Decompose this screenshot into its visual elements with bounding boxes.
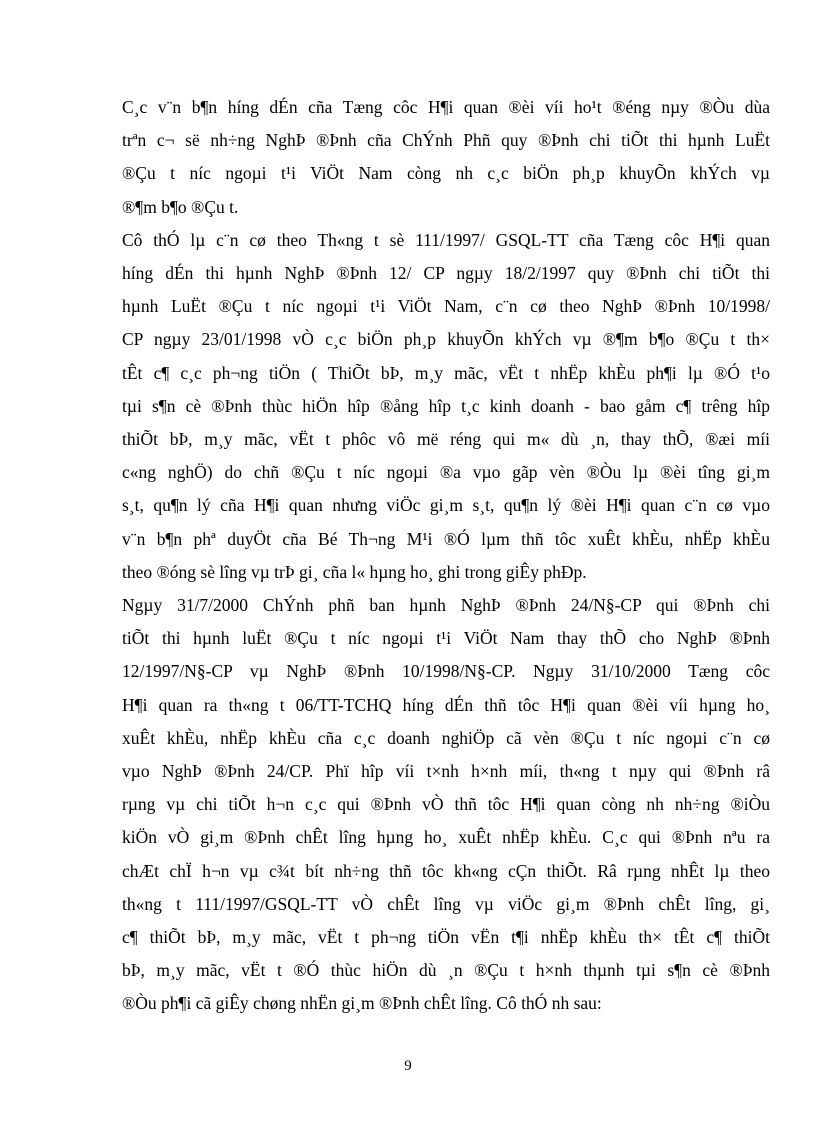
paragraph-1 — [122, 91, 770, 224]
text-line: c¶ thiÕt bÞ, m¸y mãc, vËt t ph¬ng tiÖn vËn t¶i nhËp khÈu th× tÊt c¶ thiÕt — [122, 927, 770, 948]
text-line: ®Òu ph¶i cã giÊy chøng nhËn gi¸m ®Þnh chÊt lîng. Cô thÓ nh sau: — [122, 993, 602, 1014]
text-line: vµo NghÞ ®Þnh 24/CP. Phï hîp víi t×nh h×nh míi, th«ng t nµy qui ®Þnh râ — [122, 761, 770, 782]
text-line: Cô thÓ lµ c¨n cø theo Th«ng t sè 111/1997/ GSQL-TT cña Tæng côc H¶i quan — [122, 229, 770, 250]
text-line: tiÕt thi hµnh luËt ®Çu t níc ngoµi t¹i ViÖt Nam thay thÕ cho NghÞ ®Þnh — [122, 628, 770, 649]
text-line: ®Çu t níc ngoµi t¹i ViÖt Nam còng nh c¸c biÖn ph¸p khuyÕn khÝch vµ — [122, 163, 770, 184]
text-line: theo ®óng sè lîng vµ trÞ gi¸ cña l« hµng ho¸ ghi trong giÊy phÐp. — [122, 561, 587, 582]
text-line: v¨n b¶n phª duyÖt cña Bé Th¬ng M¹i ®Ó lµm thñ tôc xuÊt khÈu, nhËp khÈu — [122, 528, 770, 549]
text-line: hµnh LuËt ®Çu t níc ngoµi t¹i ViÖt Nam, c¨n cø theo NghÞ ®Þnh 10/1998/ — [122, 296, 770, 317]
text-line: Ngµy 31/7/2000 ChÝnh phñ ban hµnh NghÞ ®Þnh 24/N§-CP qui ®Þnh chi — [122, 595, 770, 616]
text-line: chÆt chÏ h¬n vµ c¾t bít nh÷ng thñ tôc kh«ng cÇn thiÕt. Râ rµng nhÊt lµ theo — [122, 860, 770, 881]
text-line: s¸t, qu¶n lý cña H¶i quan nhưng viÖc gi¸m s¸t, qu¶n lý ®èi H¶i quan c¨n cø vµo — [122, 495, 770, 516]
text-line: kiÖn vÒ gi¸m ®Þnh chÊt lîng hµng ho¸ xuÊt nhËp khÈu. C¸c qui ®Þnh nªu ra — [122, 827, 770, 848]
text-line: rµng vµ chi tiÕt h¬n c¸c qui ®Þnh vÒ thñ tôc H¶i quan còng nh nh÷ng ®iÒu — [122, 794, 770, 815]
text-line: th«ng t 111/1997/GSQL-TT vÒ chÊt lîng vµ viÖc gi¸m ®Þnh chÊt lîng, gi¸ — [122, 893, 770, 914]
text-line: bÞ, m¸y mãc, vËt t ®Ó thùc hiÖn dù ¸n ®Çu t h×nh thµnh tµi s¶n cè ®Þnh — [122, 960, 770, 981]
text-line: tÊt c¶ c¸c ph¬ng tiÖn ( ThiÕt bÞ, m¸y mãc, vËt t nhËp khÈu ph¶i lµ ®Ó t¹o — [122, 362, 770, 383]
text-line: trªn c¬ së nh÷ng NghÞ ®Þnh cña ChÝnh Phñ quy ®Þnh chi tiÕt thi hµnh LuËt — [122, 130, 770, 151]
page-number: 9 — [404, 1058, 412, 1074]
text-line: thiÕt bÞ, m¸y mãc, vËt t phôc vô më réng qui m« dù ¸n, thay thÕ, ®æi míi — [122, 429, 770, 450]
text-line: CP ngµy 23/01/1998 vÒ c¸c biÖn ph¸p khuyÕn khÝch vµ ®¶m b¶o ®Çu t th× — [122, 329, 770, 350]
body-text — [122, 91, 770, 1021]
text-line: C¸c v¨n b¶n híng dÉn cña Tæng côc H¶i quan ®èi víi ho¹t ®éng nµy ®Òu dùa — [122, 97, 770, 117]
text-line: tµi s¶n cè ®Þnh thùc hiÖn hîp ®ång hîp t¸c kinh doanh - bao gåm c¶ trêng hîp — [122, 395, 770, 416]
text-line: híng dÉn thi hµnh NghÞ ®Þnh 12/ CP ngµy 18/2/1997 quy ®Þnh chi tiÕt thi — [122, 263, 770, 284]
text-line: ®¶m b¶o ®Çu t. — [122, 196, 239, 217]
paragraph-3 — [122, 589, 770, 1021]
text-line: 12/1997/N§-CP vµ NghÞ ®Þnh 10/1998/N§-CP. Ngµy 31/10/2000 Tæng côc — [122, 661, 770, 682]
paragraph-2 — [122, 224, 770, 589]
text-line: xuÊt khÈu, nhËp khÈu cña c¸c doanh nghiÖp cã vèn ®Çu t níc ngoµi c¨n cø — [122, 727, 770, 748]
text-line: H¶i quan ra th«ng t 06/TT-TCHQ híng dÉn thñ tôc H¶i quan ®èi víi hµng ho¸ — [122, 694, 770, 715]
text-line: c«ng nghÖ) do chñ ®Çu t níc ngoµi ®a vµo gãp vèn ®Òu lµ ®èi tîng gi¸m — [122, 462, 770, 483]
